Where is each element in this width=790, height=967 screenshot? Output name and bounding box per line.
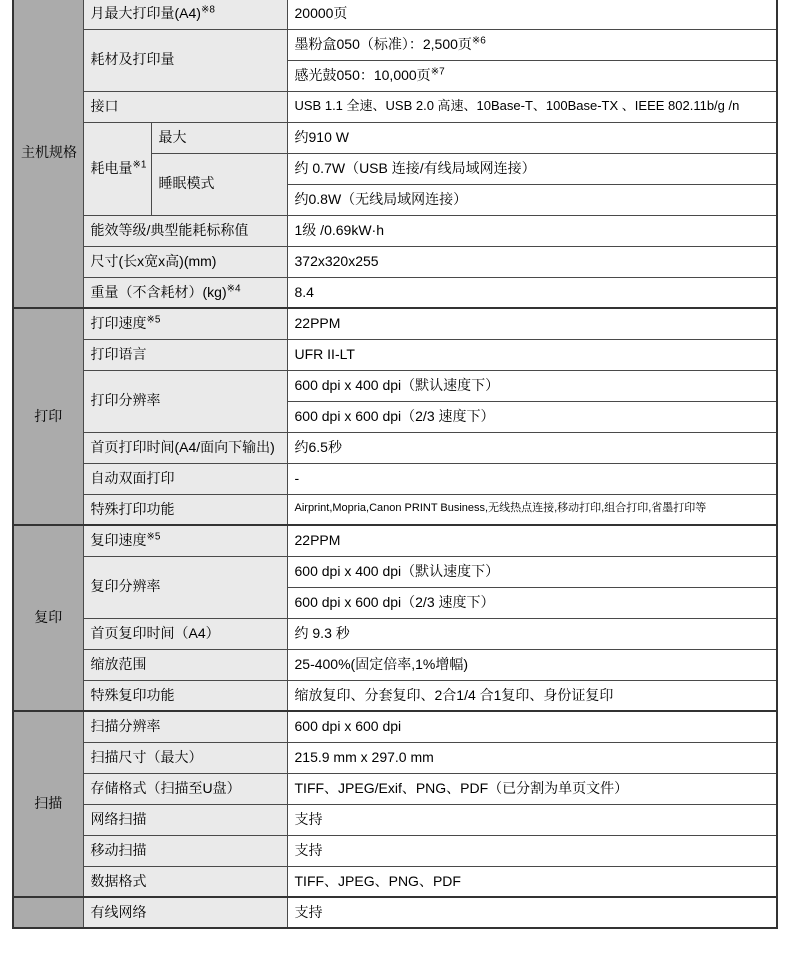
spec-label-cell-text: 缩放范围 <box>90 655 147 672</box>
spec-value-cell <box>287 339 777 370</box>
spec-value-cell-text: - <box>294 469 300 486</box>
spec-value-cell-text: 600 dpi x 600 dpi（2/3 速度下） <box>294 593 495 610</box>
spec-label-cell <box>83 0 287 29</box>
spec-table-wrapper <box>12 0 778 929</box>
spec-row <box>13 742 777 773</box>
spec-value-cell-text: 1级 /0.69kW·h <box>294 221 384 238</box>
spec-value-cell <box>287 897 777 928</box>
spec-value-cell-text: 600 dpi x 400 dpi（默认速度下） <box>294 376 500 393</box>
spec-label-cell-text: 自动双面打印 <box>90 469 175 486</box>
spec-label-cell <box>83 308 287 339</box>
spec-label-cell-text: 耗材及打印量 <box>90 51 175 68</box>
category-cell <box>13 308 83 525</box>
spec-row <box>13 432 777 463</box>
spec-value-cell-text: 缩放复印、分套复印、2合1/4 合1复印、身份证复印 <box>294 686 614 703</box>
printer-spec-table <box>12 0 778 929</box>
spec-row <box>13 866 777 897</box>
spec-value-cell <box>287 494 777 525</box>
spec-value-cell <box>287 618 777 649</box>
spec-value-cell-text: 感光鼓050：10,000页 <box>294 66 431 83</box>
spec-value-cell-text: 约0.8W（无线局域网连接） <box>294 190 468 207</box>
spec-label-cell-text: 有线网络 <box>90 903 147 920</box>
spec-row <box>13 711 777 742</box>
spec-value-cell-text: 215.9 mm x 297.0 mm <box>294 748 434 765</box>
spec-label-cell <box>83 370 287 432</box>
spec-value-cell <box>287 556 777 587</box>
spec-label-cell <box>83 742 287 773</box>
spec-label-cell <box>83 277 287 308</box>
spec-row <box>13 618 777 649</box>
footnote-sup: ※8 <box>200 4 215 16</box>
spec-label-cell-text: 移动扫描 <box>90 841 147 858</box>
spec-label-cell-text: 首页复印时间（A4） <box>90 624 220 641</box>
category-cell <box>13 525 83 711</box>
spec-value-cell <box>287 308 777 339</box>
spec-value-cell <box>287 773 777 804</box>
spec-row <box>13 494 777 525</box>
spec-value-cell-text: 600 dpi x 400 dpi（默认速度下） <box>294 562 500 579</box>
spec-value-cell <box>287 680 777 711</box>
spec-label-cell-text: 月最大打印量(A4) <box>90 5 201 21</box>
spec-label-cell-text: 打印速度 <box>90 315 147 331</box>
spec-label-cell-text: 耗电量 <box>90 159 133 176</box>
spec-label-cell <box>83 773 287 804</box>
spec-label-cell <box>83 897 287 928</box>
spec-label-cell <box>83 463 287 494</box>
spec-label-cell-text: 网络扫描 <box>90 810 147 827</box>
spec-value-cell <box>287 215 777 246</box>
spec-value-cell <box>287 246 777 277</box>
spec-value-cell-text: 372x320x255 <box>294 252 379 269</box>
spec-row <box>13 463 777 494</box>
spec-value-cell-text: 约 9.3 秒 <box>294 624 350 641</box>
spec-row <box>13 29 777 60</box>
spec-value-cell-text: 支持 <box>294 841 323 858</box>
spec-table-body <box>13 0 777 928</box>
spec-row <box>13 122 777 153</box>
spec-label-cell-text: 接口 <box>90 97 119 114</box>
footnote-sup: ※6 <box>471 35 486 47</box>
spec-row <box>13 91 777 122</box>
spec-value-cell-text: 约6.5秒 <box>294 438 342 455</box>
spec-row <box>13 649 777 680</box>
spec-value-cell <box>287 866 777 897</box>
spec-value-cell-text: 约910 W <box>294 128 349 145</box>
spec-value-cell-text: 8.4 <box>294 283 314 300</box>
spec-label-cell-text: 存储格式（扫描至U盘） <box>90 779 241 796</box>
spec-row <box>13 773 777 804</box>
spec-value-cell <box>287 432 777 463</box>
spec-label-cell <box>83 215 287 246</box>
spec-value-cell <box>287 711 777 742</box>
footnote-sup: ※5 <box>146 531 161 543</box>
spec-value-cell <box>287 804 777 835</box>
spec-value-cell-text: 25-400%(固定倍率,1%增幅) <box>294 655 468 672</box>
spec-value-cell <box>287 370 777 401</box>
spec-value-cell-text: 600 dpi x 600 dpi（2/3 速度下） <box>294 407 495 424</box>
spec-label-cell-text: 特殊打印功能 <box>90 500 175 517</box>
category-cell-text: 扫描 <box>34 795 63 812</box>
spec-label-cell <box>83 835 287 866</box>
spec-label-cell <box>83 432 287 463</box>
spec-row <box>13 308 777 339</box>
spec-value-cell-text: USB 1.1 全速、USB 2.0 高速、10Base-T、100Base-TX 、IEEE 802.11b/g /n <box>294 98 740 114</box>
spec-value-cell-text: 20000页 <box>294 5 348 21</box>
spec-value-cell <box>287 122 777 153</box>
spec-label-cell <box>83 339 287 370</box>
spec-value-cell <box>287 835 777 866</box>
spec-value-cell <box>287 29 777 60</box>
spec-label-cell <box>83 29 287 91</box>
spec-label-cell <box>83 556 287 618</box>
category-cell-text: 主机规格 <box>21 144 77 161</box>
spec-sublabel-cell <box>151 153 287 215</box>
spec-row <box>13 835 777 866</box>
spec-label-cell-text: 能效等级/典型能耗标称值 <box>90 221 249 238</box>
spec-value-cell <box>287 649 777 680</box>
spec-sublabel-cell-text: 睡眠模式 <box>158 175 215 192</box>
spec-row <box>13 556 777 587</box>
spec-value-cell <box>287 0 777 29</box>
spec-value-cell <box>287 525 777 556</box>
spec-label-cell-text: 扫描尺寸（最大） <box>90 748 203 765</box>
spec-label-cell-text: 打印语言 <box>90 345 147 362</box>
spec-row <box>13 0 777 29</box>
spec-row <box>13 680 777 711</box>
spec-row <box>13 339 777 370</box>
spec-label-cell <box>83 804 287 835</box>
spec-row <box>13 897 777 928</box>
spec-value-cell-text: UFR II-LT <box>294 345 355 362</box>
spec-sublabel-cell <box>151 122 287 153</box>
spec-value-cell-text: 22PPM <box>294 532 341 548</box>
spec-label-cell-text: 尺寸(长x宽x高)(mm) <box>90 252 217 269</box>
spec-value-cell-text: 支持 <box>294 810 323 827</box>
spec-label-cell <box>83 494 287 525</box>
spec-label-cell <box>83 122 151 215</box>
spec-label-cell-text: 复印速度 <box>90 532 147 548</box>
spec-label-cell-text: 复印分辨率 <box>90 578 161 595</box>
spec-row <box>13 246 777 277</box>
spec-label-cell <box>83 246 287 277</box>
footnote-sup: ※5 <box>146 314 161 326</box>
spec-value-cell <box>287 587 777 618</box>
spec-value-cell-text: TIFF、JPEG/Exif、PNG、PDF（已分割为单页文件） <box>294 779 629 796</box>
spec-value-cell <box>287 401 777 432</box>
spec-sublabel-cell-text: 最大 <box>158 128 187 145</box>
spec-value-cell <box>287 91 777 122</box>
spec-label-cell-text: 数据格式 <box>90 872 147 889</box>
spec-label-cell-text: 扫描分辨率 <box>90 718 161 734</box>
spec-value-cell-text: Airprint,Mopria,Canon PRINT Business,无线热点连接,移动打印,组合打印,省墨打印等 <box>294 502 707 515</box>
spec-value-cell-text: 支持 <box>294 903 323 920</box>
category-cell-text: 复印 <box>34 609 63 626</box>
spec-value-cell <box>287 742 777 773</box>
spec-row <box>13 525 777 556</box>
spec-label-cell <box>83 866 287 897</box>
footnote-sup: ※1 <box>132 159 147 171</box>
footnote-sup: ※4 <box>226 282 241 294</box>
spec-label-cell-text: 重量（不含耗材）(kg) <box>90 283 227 300</box>
spec-value-cell <box>287 277 777 308</box>
spec-label-cell <box>83 525 287 556</box>
spec-value-cell <box>287 60 777 91</box>
spec-label-cell <box>83 618 287 649</box>
category-cell-text: 打印 <box>34 407 63 424</box>
spec-label-cell-text: 打印分辨率 <box>90 392 161 409</box>
spec-label-cell <box>83 91 287 122</box>
spec-label-cell-text: 首页打印时间(A4/面向下输出) <box>90 438 275 455</box>
spec-row <box>13 370 777 401</box>
spec-value-cell <box>287 184 777 215</box>
spec-row <box>13 804 777 835</box>
spec-row <box>13 277 777 308</box>
footnote-sup: ※7 <box>430 66 445 78</box>
category-cell <box>13 711 83 897</box>
spec-value-cell-text: TIFF、JPEG、PNG、PDF <box>294 872 461 889</box>
spec-value-cell-text: 约 0.7W（USB 连接/有线局域网连接） <box>294 159 536 176</box>
spec-value-cell-text: 22PPM <box>294 315 341 331</box>
spec-value-cell-text: 600 dpi x 600 dpi <box>294 718 402 734</box>
spec-value-cell <box>287 153 777 184</box>
category-cell <box>13 0 83 308</box>
spec-label-cell <box>83 680 287 711</box>
spec-label-cell <box>83 649 287 680</box>
spec-label-cell <box>83 711 287 742</box>
category-cell <box>13 897 83 928</box>
spec-label-cell-text: 特殊复印功能 <box>90 686 175 703</box>
spec-value-cell-text: 墨粉盒050（标准）：2,500页 <box>294 35 472 52</box>
spec-value-cell <box>287 463 777 494</box>
spec-row <box>13 215 777 246</box>
